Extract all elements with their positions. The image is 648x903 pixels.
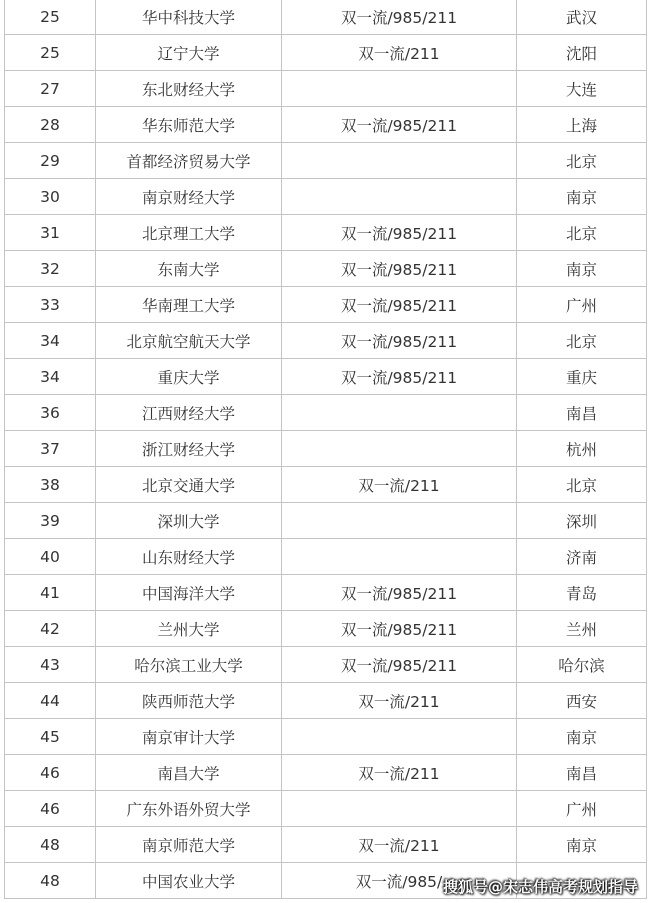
university-name-cell: 华中科技大学 — [96, 0, 282, 35]
city-cell: 哈尔滨 — [517, 647, 647, 683]
city-cell: 上海 — [517, 107, 647, 143]
tier-cell: 双一流/211 — [282, 755, 517, 791]
rank-cell: 37 — [5, 431, 96, 467]
university-ranking-table — [4, 0, 647, 899]
city-cell: 南京 — [517, 251, 647, 287]
city-cell: 济南 — [517, 539, 647, 575]
tier-cell: 双一流/211 — [282, 35, 517, 71]
table-row — [5, 827, 647, 863]
table-body — [5, 0, 647, 899]
university-name-cell: 首都经济贸易大学 — [96, 143, 282, 179]
tier-cell: 双一流/211 — [282, 827, 517, 863]
rank-cell: 25 — [5, 0, 96, 35]
watermark: 搜狐号@宋志伟高考规划指导 — [442, 878, 638, 896]
tier-cell — [282, 539, 517, 575]
rank-cell: 39 — [5, 503, 96, 539]
university-name-cell: 深圳大学 — [96, 503, 282, 539]
table-row — [5, 719, 647, 755]
tier-cell — [282, 395, 517, 431]
university-name-cell: 北京航空航天大学 — [96, 323, 282, 359]
rank-cell: 46 — [5, 755, 96, 791]
tier-cell: 双一流/985/211 — [282, 575, 517, 611]
city-cell: 深圳 — [517, 503, 647, 539]
city-cell: 北京 — [517, 467, 647, 503]
tier-cell: 双一流/985/211 — [282, 647, 517, 683]
rank-cell: 25 — [5, 35, 96, 71]
city-cell: 西安 — [517, 683, 647, 719]
table-row — [5, 503, 647, 539]
table-row — [5, 251, 647, 287]
tier-cell: 双一流/985/ — [282, 863, 517, 899]
city-cell: 南京 — [517, 827, 647, 863]
university-name-cell: 南京师范大学 — [96, 827, 282, 863]
city-cell: 北京 — [517, 143, 647, 179]
city-cell: 大连 — [517, 71, 647, 107]
rank-cell: 27 — [5, 71, 96, 107]
rank-cell: 48 — [5, 863, 96, 899]
rank-cell: 46 — [5, 791, 96, 827]
tier-cell: 双一流/985/211 — [282, 251, 517, 287]
university-name-cell: 南京财经大学 — [96, 179, 282, 215]
university-name-cell: 中国海洋大学 — [96, 575, 282, 611]
table-row — [5, 539, 647, 575]
tier-cell — [282, 143, 517, 179]
university-name-cell: 北京交通大学 — [96, 467, 282, 503]
rank-cell: 30 — [5, 179, 96, 215]
city-cell: 兰州 — [517, 611, 647, 647]
university-name-cell: 重庆大学 — [96, 359, 282, 395]
city-cell: 南京 — [517, 179, 647, 215]
university-name-cell: 中国农业大学 — [96, 863, 282, 899]
table-row — [5, 143, 647, 179]
table-row — [5, 287, 647, 323]
university-name-cell: 广东外语外贸大学 — [96, 791, 282, 827]
tier-cell: 双一流/211 — [282, 683, 517, 719]
city-cell: 北京 — [517, 323, 647, 359]
university-name-cell: 南京审计大学 — [96, 719, 282, 755]
rank-cell: 41 — [5, 575, 96, 611]
tier-cell: 双一流/985/211 — [282, 0, 517, 35]
rank-cell: 36 — [5, 395, 96, 431]
city-cell: 广州 — [517, 287, 647, 323]
university-name-cell: 华南理工大学 — [96, 287, 282, 323]
city-cell: 杭州 — [517, 431, 647, 467]
university-name-cell: 辽宁大学 — [96, 35, 282, 71]
rank-cell: 29 — [5, 143, 96, 179]
university-name-cell: 华东师范大学 — [96, 107, 282, 143]
table-row — [5, 431, 647, 467]
table-row — [5, 35, 647, 71]
tier-cell — [282, 719, 517, 755]
table-row — [5, 215, 647, 251]
city-cell: 武汉 — [517, 0, 647, 35]
city-cell: 南京 — [517, 719, 647, 755]
city-cell: 青岛 — [517, 575, 647, 611]
university-name-cell: 东南大学 — [96, 251, 282, 287]
tier-cell — [282, 431, 517, 467]
university-name-cell: 陕西师范大学 — [96, 683, 282, 719]
city-cell: 沈阳 — [517, 35, 647, 71]
rank-cell: 42 — [5, 611, 96, 647]
city-cell: 南昌 — [517, 395, 647, 431]
tier-cell: 双一流/985/211 — [282, 359, 517, 395]
table-row — [5, 395, 647, 431]
table-row — [5, 683, 647, 719]
rank-cell: 32 — [5, 251, 96, 287]
rank-cell: 48 — [5, 827, 96, 863]
city-cell: 重庆 — [517, 359, 647, 395]
university-name-cell: 浙江财经大学 — [96, 431, 282, 467]
university-name-cell: 南昌大学 — [96, 755, 282, 791]
city-cell: 广州 — [517, 791, 647, 827]
table-row — [5, 179, 647, 215]
tier-cell: 双一流/985/211 — [282, 323, 517, 359]
table-row — [5, 755, 647, 791]
table-row — [5, 359, 647, 395]
tier-cell — [282, 503, 517, 539]
city-cell: 北京 — [517, 215, 647, 251]
university-name-cell: 山东财经大学 — [96, 539, 282, 575]
rank-cell: 33 — [5, 287, 96, 323]
university-name-cell: 哈尔滨工业大学 — [96, 647, 282, 683]
university-name-cell: 江西财经大学 — [96, 395, 282, 431]
university-name-cell: 兰州大学 — [96, 611, 282, 647]
table-row — [5, 0, 647, 35]
tier-cell: 双一流/211 — [282, 467, 517, 503]
rank-cell: 34 — [5, 359, 96, 395]
tier-cell: 双一流/985/211 — [282, 611, 517, 647]
table-row — [5, 323, 647, 359]
tier-cell — [282, 791, 517, 827]
table-row — [5, 107, 647, 143]
table-row — [5, 647, 647, 683]
university-name-cell: 东北财经大学 — [96, 71, 282, 107]
table-row — [5, 611, 647, 647]
university-name-cell: 北京理工大学 — [96, 215, 282, 251]
table-row — [5, 791, 647, 827]
tier-cell: 双一流/985/211 — [282, 287, 517, 323]
rank-cell: 45 — [5, 719, 96, 755]
tier-cell: 双一流/985/211 — [282, 215, 517, 251]
rank-cell: 34 — [5, 323, 96, 359]
rank-cell: 28 — [5, 107, 96, 143]
tier-cell — [282, 71, 517, 107]
rank-cell: 38 — [5, 467, 96, 503]
rank-cell: 31 — [5, 215, 96, 251]
city-cell: 南昌 — [517, 755, 647, 791]
rank-cell: 44 — [5, 683, 96, 719]
rank-cell: 40 — [5, 539, 96, 575]
tier-cell — [282, 179, 517, 215]
rank-cell: 43 — [5, 647, 96, 683]
table-row — [5, 71, 647, 107]
table-row — [5, 575, 647, 611]
table-row — [5, 467, 647, 503]
tier-cell: 双一流/985/211 — [282, 107, 517, 143]
